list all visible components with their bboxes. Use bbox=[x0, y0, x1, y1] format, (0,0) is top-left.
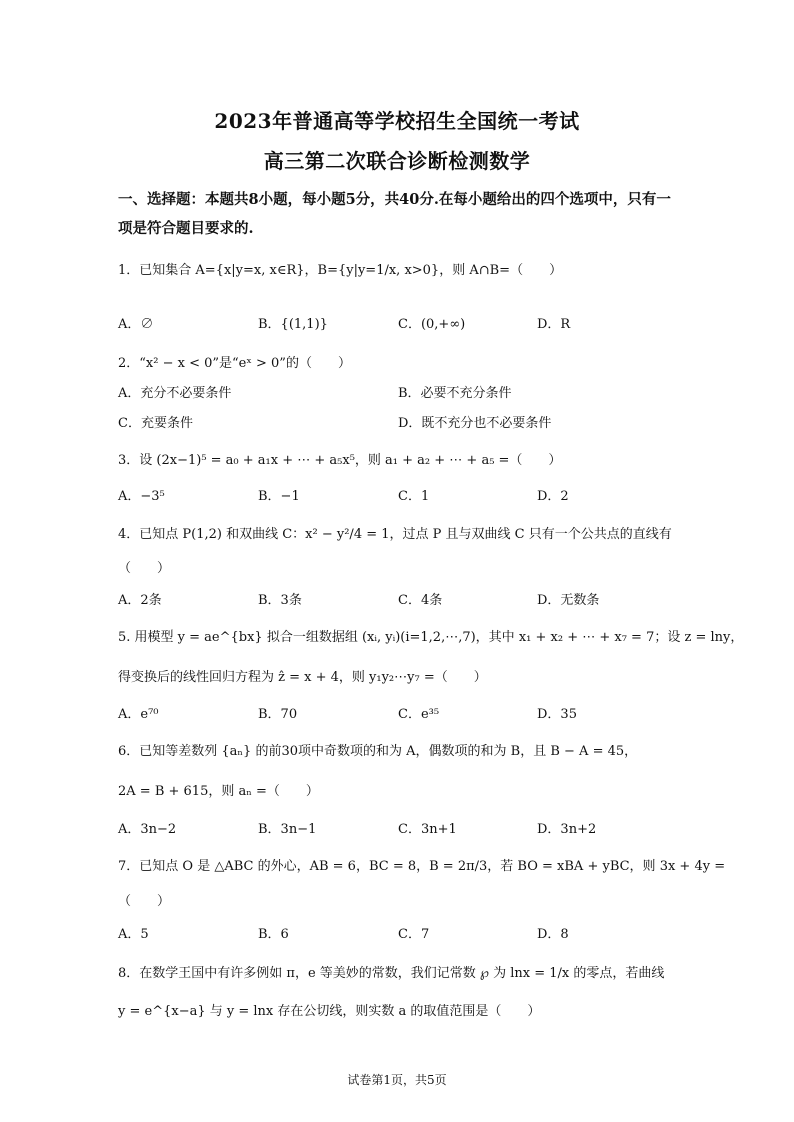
question-1-option-c: C．(0,+∞) bbox=[398, 317, 466, 332]
question-3-option-d: D．2 bbox=[537, 489, 569, 504]
section-heading: 一、选择题：本题共8小题，每小题5分，共40分.在每小题给出的四个选项中，只有一项是符合题目要求的. bbox=[118, 191, 671, 237]
question-8-stem-line-2: y = e^{x−a} 与 y = lnx 存在公切线，则实数 a 的取值范围是（ ） bbox=[118, 1004, 541, 1019]
question-7-option-b: B．6 bbox=[258, 927, 289, 942]
question-7-option-a: A．5 bbox=[118, 927, 149, 942]
question-5-option-b: B．70 bbox=[258, 707, 298, 722]
question-7-stem-line-2: （ ） bbox=[118, 894, 171, 909]
question-2-option-b: B．必要不充分条件 bbox=[398, 386, 512, 401]
question-3-option-a: A．−3⁵ bbox=[118, 489, 165, 504]
question-2-option-c: C．充要条件 bbox=[118, 416, 193, 431]
question-4-stem-line-2: （ ） bbox=[118, 561, 171, 576]
question-6-option-d: D．3n+2 bbox=[537, 822, 597, 837]
question-2-option-d: D．既不充分也不必要条件 bbox=[398, 416, 552, 431]
question-7-stem-line-1: 7．已知点 O 是 △ABC 的外心，AB = 6，BC = 8，B = 2π/3，若 BO = xBA + yBC，则 3x + 4y = bbox=[118, 859, 726, 874]
question-5-option-a: A．e⁷⁰ bbox=[118, 707, 159, 722]
question-5-stem-line-1: 5. 用模型 y = ae^{bx} 拟合一组数据组 (xᵢ, yᵢ)(i=1,2,⋯,7)，其中 x₁ + x₂ + ⋯ + x₇ = 7；设 z = lny， bbox=[118, 630, 744, 645]
question-3-option-c: C．1 bbox=[398, 489, 430, 504]
question-5-option-c: C．e³⁵ bbox=[398, 707, 440, 722]
question-1-option-b: B．{(1,1)} bbox=[258, 317, 328, 332]
question-6-stem-line-1: 6．已知等差数列 {aₙ} 的前30项中奇数项的和为 A，偶数项的和为 B，且 B − A = 45， bbox=[118, 744, 638, 759]
question-8-stem-line-1: 8．在数学王国中有许多例如 π，e 等美妙的常数，我们记常数 ℘ 为 lnx = 1/x 的零点，若曲线 bbox=[118, 966, 665, 981]
question-4-option-c: C．4条 bbox=[398, 593, 443, 608]
question-5-option-d: D．35 bbox=[537, 707, 577, 722]
question-4-stem-line-1: 4．已知点 P(1,2) 和双曲线 C：x² − y²/4 = 1，过点 P 且与双曲线 C 只有一个公共点的直线有 bbox=[118, 527, 672, 542]
question-5-stem-line-2: 得变换后的线性回归方程为 ẑ = x + 4，则 y₁y₂⋯y₇ =（ ） bbox=[118, 670, 487, 685]
question-7-option-d: D．8 bbox=[537, 927, 569, 942]
page-footer: 试卷第1页，共5页 bbox=[347, 1073, 447, 1087]
question-6-stem-line-2: 2A = B + 615，则 aₙ =（ ） bbox=[118, 784, 319, 799]
question-1-option-d: D．R bbox=[537, 317, 571, 332]
exam-title: 2023年普通高等学校招生全国统一考试 bbox=[214, 109, 580, 133]
question-6-option-c: C．3n+1 bbox=[398, 822, 457, 837]
question-1-option-a: A．∅ bbox=[118, 317, 154, 332]
question-3-option-b: B．−1 bbox=[258, 489, 300, 504]
question-2-stem: 2．“x² − x < 0”是“eˣ > 0”的（ ） bbox=[118, 356, 351, 371]
question-3-stem: 3．设 (2x−1)⁵ = a₀ + a₁x + ⋯ + a₅x⁵，则 a₁ + a₂ + ⋯ + a₅ =（ ） bbox=[118, 453, 562, 468]
question-6-option-b: B．3n−1 bbox=[258, 822, 317, 837]
question-6-option-a: A．3n−2 bbox=[118, 822, 177, 837]
question-4-option-a: A．2条 bbox=[118, 593, 162, 608]
question-2-option-a: A．充分不必要条件 bbox=[118, 386, 232, 401]
exam-subtitle: 高三第二次联合诊断检测数学 bbox=[263, 149, 531, 173]
question-4-option-b: B．3条 bbox=[258, 593, 302, 608]
question-7-option-c: C．7 bbox=[398, 927, 430, 942]
question-1-stem: 1．已知集合 A={x|y=x, x∈R}，B={y|y=1/x, x>0}，则 A∩B=（ ） bbox=[118, 263, 563, 278]
question-4-option-d: D．无数条 bbox=[537, 593, 600, 608]
